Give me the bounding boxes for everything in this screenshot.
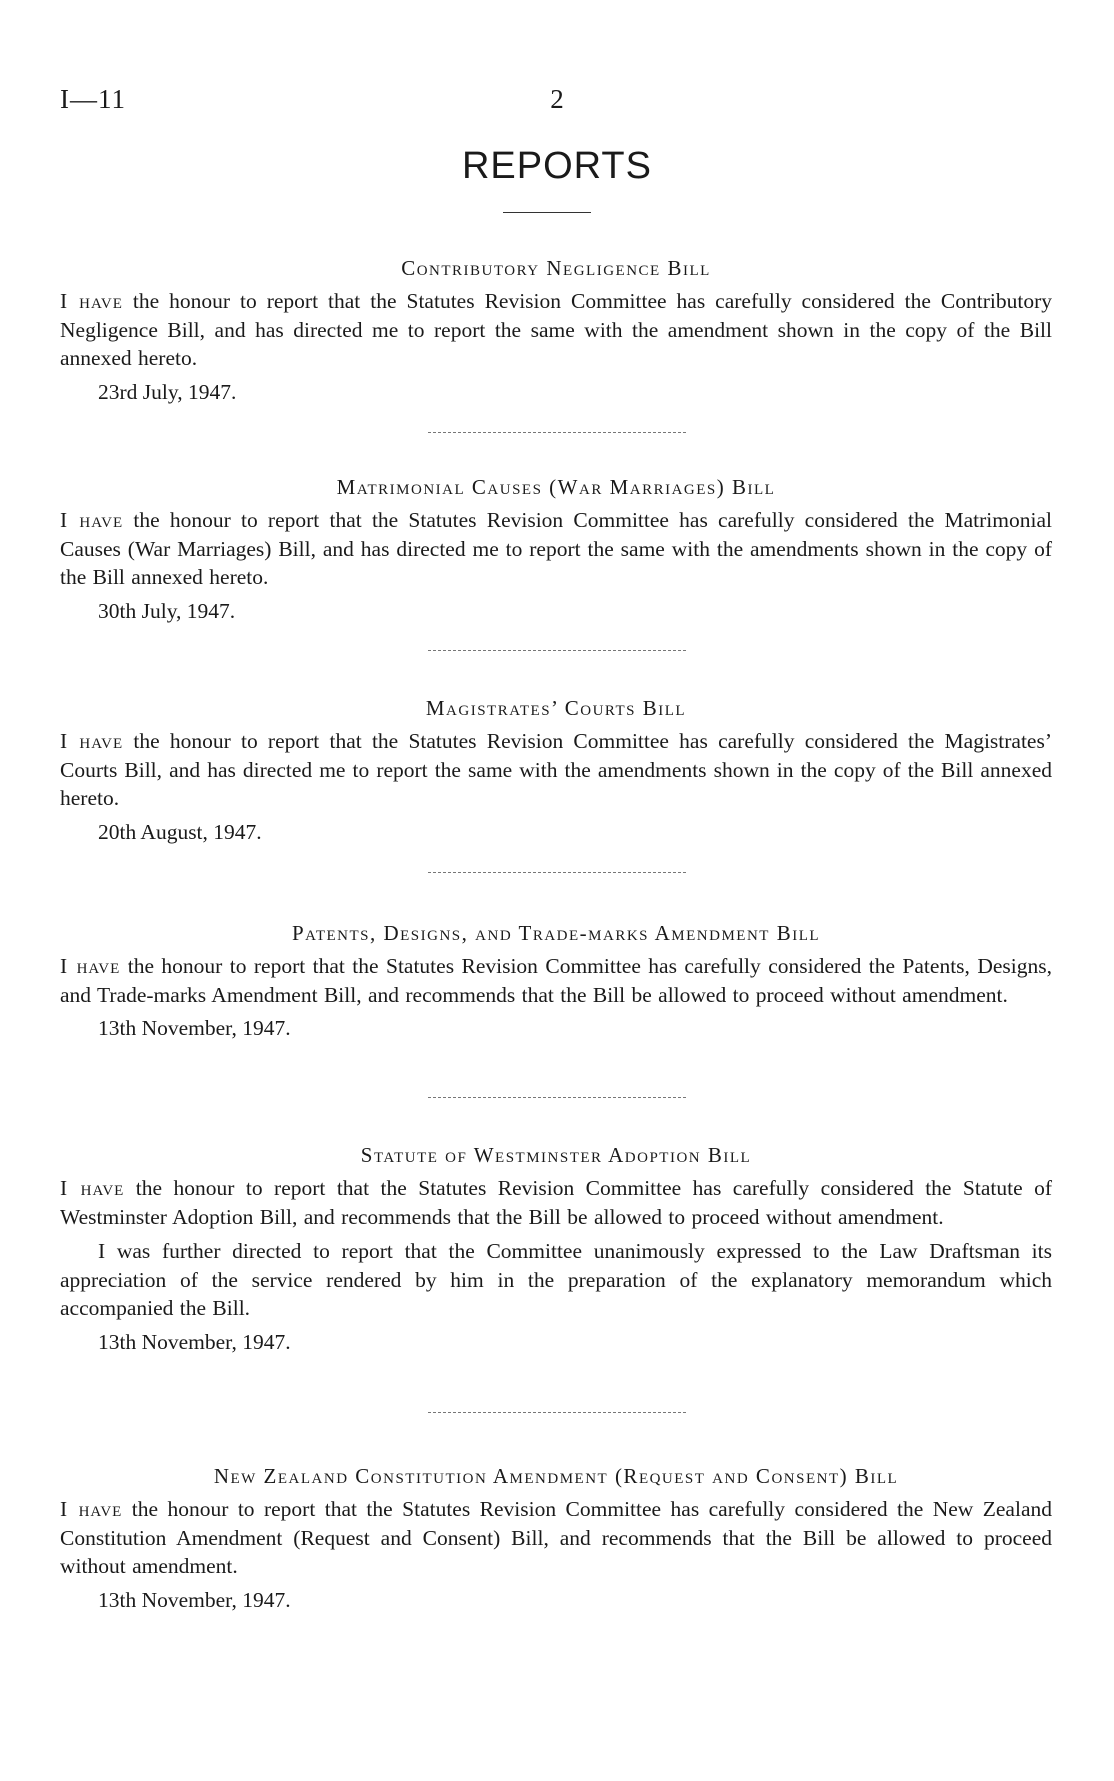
section-body-continued: I was further directed to report that the Committee unanimously expressed to the Law Draftsman its appreciation of the service rendered by him in the preparation of the explanatory memorandum which accompanied the Bill. — [60, 1239, 1052, 1320]
section-title: Magistrates’ Courts Bill — [425, 696, 687, 720]
section-date: 20th August, 1947. — [98, 819, 262, 844]
section-date: 23rd July, 1947. — [98, 379, 237, 404]
section-body — [60, 727, 1052, 813]
title-rule — [503, 212, 591, 213]
page-number: 2 — [550, 84, 564, 114]
section-lead: I have — [60, 289, 123, 313]
section-lead: I have — [60, 508, 124, 532]
section-body — [60, 952, 1052, 1009]
section-text: the honour to report that the Statutes Revision Committee has carefully considered the New Zealand Constitution Amendment (Request and Consent) Bill, and recommends that the Bill be allowed to proceed without amendment. — [60, 1497, 1052, 1578]
section-title: Statute of Westminster Adoption Bill — [360, 1143, 752, 1167]
section-text: the honour to report that the Statutes Revision Committee has carefully considered the Contributory Negligence Bill, and has directed me to report the same with the amendment shown in the copy of the Bill annexed hereto. — [60, 289, 1052, 370]
page-title: REPORTS — [461, 145, 652, 187]
report-section-magistrates-courts — [60, 693, 1052, 847]
section-title: Patents, Designs, and Trade-marks Amendment Bill — [291, 921, 821, 945]
report-section-statute-westminster — [60, 1140, 1052, 1357]
section-divider — [428, 650, 686, 651]
section-title: New Zealand Constitution Amendment (Request and Consent) Bill — [213, 1464, 899, 1488]
section-divider — [428, 432, 686, 433]
section-date: 30th July, 1947. — [98, 598, 236, 623]
report-section-contributory-negligence — [60, 253, 1052, 407]
section-lead: I have — [60, 954, 121, 978]
section-text: the honour to report that the Statutes Revision Committee has carefully considered the Patents, Designs, and Trade-marks Amendment Bill, and recommends that the Bill be allowed to proceed without amendment. — [60, 954, 1052, 1007]
section-body — [60, 506, 1052, 592]
section-lead: I have — [60, 1176, 125, 1200]
section-title: Matrimonial Causes (War Marriages) Bill — [336, 475, 776, 499]
report-section-matrimonial-causes — [60, 472, 1052, 626]
section-body — [60, 1174, 1052, 1231]
document-reference: I—11 — [60, 84, 126, 114]
section-divider — [428, 872, 686, 873]
section-lead: I have — [60, 729, 124, 753]
section-text: the honour to report that the Statutes Revision Committee has carefully considered the Matrimonial Causes (War Marriages) Bill, and has directed me to report the same with the amendments shown in the copy of the Bill annexed hereto. — [60, 508, 1052, 589]
section-divider — [428, 1412, 686, 1413]
section-lead: I have — [60, 1497, 123, 1521]
section-date: 13th November, 1947. — [98, 1016, 291, 1040]
section-text: the honour to report that the Statutes Revision Committee has carefully considered the Magistrates’ Courts Bill, and has directed me to report the same with the amendments shown in the copy of the Bill annexed hereto. — [60, 729, 1053, 810]
section-text: the honour to report that the Statutes Revision Committee has carefully considered the Statute of Westminster Adoption Bill, and recommends that the Bill be allowed to proceed without amendment. — [60, 1176, 1052, 1229]
report-section-patents-designs — [60, 918, 1052, 1043]
section-body — [60, 287, 1052, 373]
section-body — [60, 1495, 1052, 1581]
section-date: 13th November, 1947. — [98, 1587, 291, 1612]
section-date: 13th November, 1947. — [98, 1329, 291, 1354]
section-title: Contributory Negligence Bill — [401, 256, 711, 280]
section-divider — [428, 1097, 686, 1098]
report-section-nz-constitution — [60, 1461, 1052, 1615]
